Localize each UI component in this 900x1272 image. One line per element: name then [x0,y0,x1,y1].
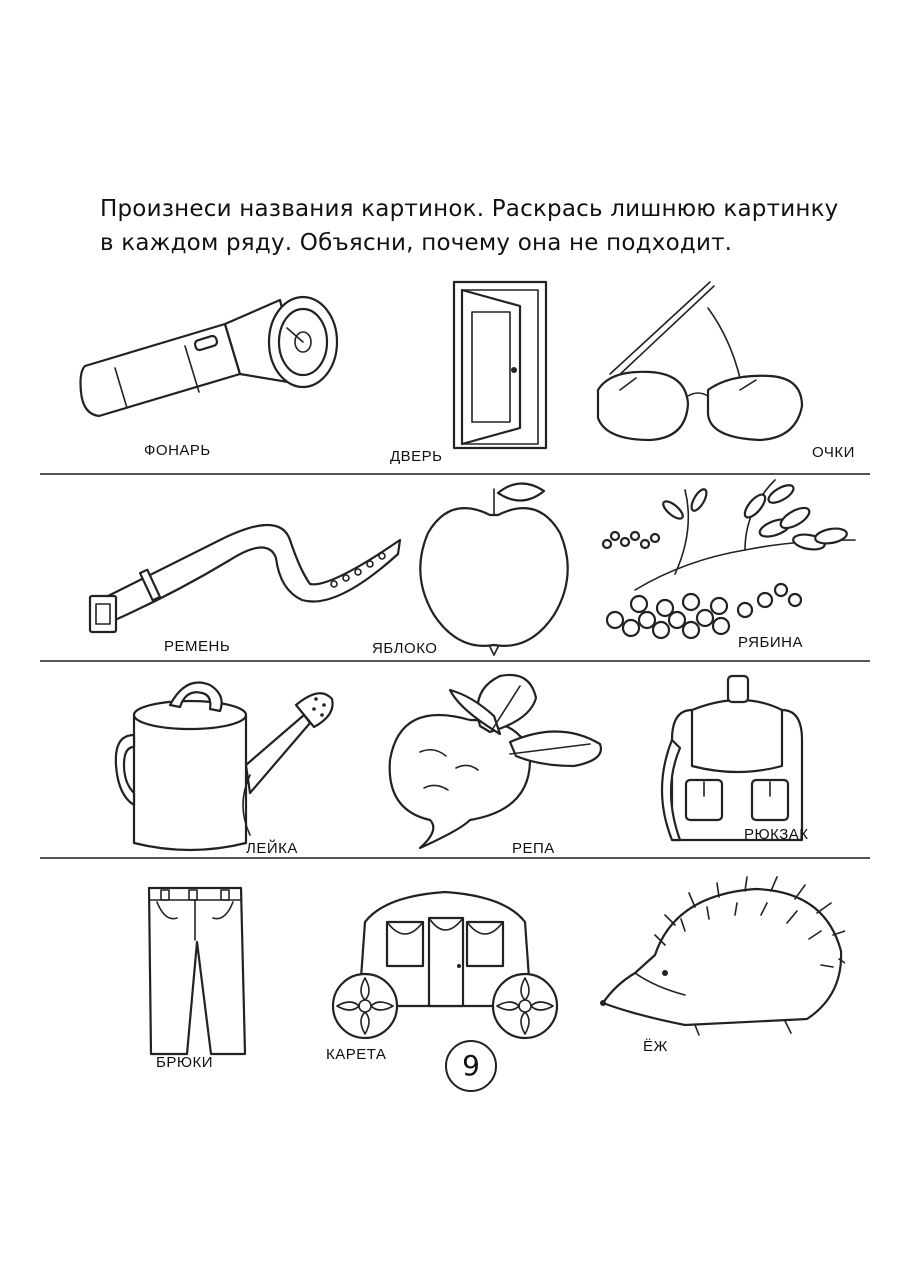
task-instructions [100,192,860,260]
item-label: РЕМЕНЬ [164,638,231,655]
glasses-icon [590,278,810,453]
worksheet [40,270,870,1090]
flashlight-icon [75,288,345,418]
door-icon [450,278,550,453]
instructions-line-1: Произнеси названия картинок. Раскрась лишнюю картинку [100,196,839,222]
turnip-icon [360,670,620,855]
item-label: КАРЕТА [326,1046,387,1063]
item-label: РЮКЗАК [744,826,809,843]
item-label: ЛЕЙКА [246,840,298,857]
apple-icon [410,475,580,660]
rowan-icon [595,470,865,650]
item-label: ДВЕРЬ [390,448,443,465]
item-label: ЯБЛОКО [372,640,438,657]
item-label: ЁЖ [643,1038,668,1055]
belt-icon [80,500,410,640]
instructions-line-2: в каждом ряду. Объясни, почему она не подходит. [100,230,733,256]
item-label: РЕПА [512,840,555,857]
backpack-icon [652,670,812,850]
trousers-icon [135,878,255,1058]
watering-can-icon [110,675,340,860]
item-label: ОЧКИ [812,444,855,461]
hedgehog-icon [595,875,845,1045]
item-label: РЯБИНА [738,634,803,651]
item-label: БРЮКИ [156,1054,214,1071]
item-label: ФОНАРЬ [144,442,211,459]
page-number: 9 [445,1040,497,1092]
row-divider [40,660,870,662]
carriage-icon [325,882,565,1042]
